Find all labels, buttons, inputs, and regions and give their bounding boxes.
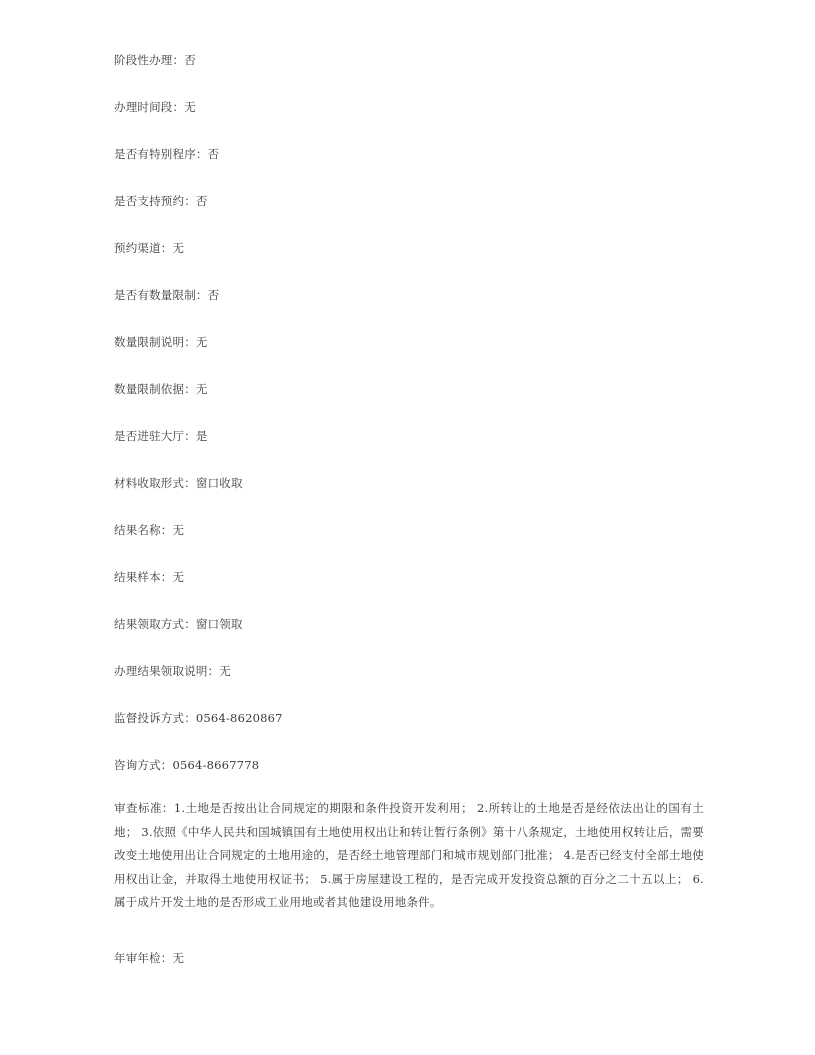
field-quantity-limit-note: 数量限制说明：无 (114, 335, 208, 349)
field-quantity-limit-basis: 数量限制依据：无 (114, 382, 208, 396)
field-appointment-support: 是否支持预约：否 (114, 194, 208, 208)
field-handling-period: 办理时间段：无 (114, 100, 196, 114)
field-result-name: 结果名称：无 (114, 523, 185, 537)
field-material-collection: 材料收取形式：窗口收取 (114, 476, 243, 490)
field-special-procedure: 是否有特别程序：否 (114, 147, 220, 161)
review-standard-paragraph: 审查标准：1.土地是否按出让合同规定的期限和条件投资开发利用； 2.所转让的土地是否是经依法出让的国有土地； 3.依照《中华人民共和国城镇国有土地使用权出让和转让暂行条例》第十八条规定，土地使用权转让后，需要改变土地使用出让合同规定的土地用途的，是否经土地管理部门和城市规划部门批准； 4.是否已经支付全部土地使用权出让金，并取得土地使用权证书； 5.属于房屋建设工程的，是否完成开发投资总额的百分之二十五以上； 6.属于成片开发土地的是否形成工业用地或者其他建设用地条件。 (114, 801, 704, 909)
field-quantity-limit: 是否有数量限制：否 (114, 288, 220, 302)
field-result-sample: 结果样本：无 (114, 570, 185, 584)
field-hall-stationed: 是否进驻大厅：是 (114, 429, 208, 443)
field-complaint-contact: 监督投诉方式：0564-8620867 (114, 711, 283, 725)
field-result-pickup-method: 结果领取方式：窗口领取 (114, 617, 243, 631)
field-result-pickup-note: 办理结果领取说明：无 (114, 664, 231, 678)
field-appointment-channel: 预约渠道：无 (114, 241, 185, 255)
field-staged-handling: 阶段性办理：否 (114, 53, 196, 67)
field-annual-review: 年审年检：无 (114, 951, 185, 965)
field-consultation-contact: 咨询方式：0564-8667778 (114, 758, 260, 772)
